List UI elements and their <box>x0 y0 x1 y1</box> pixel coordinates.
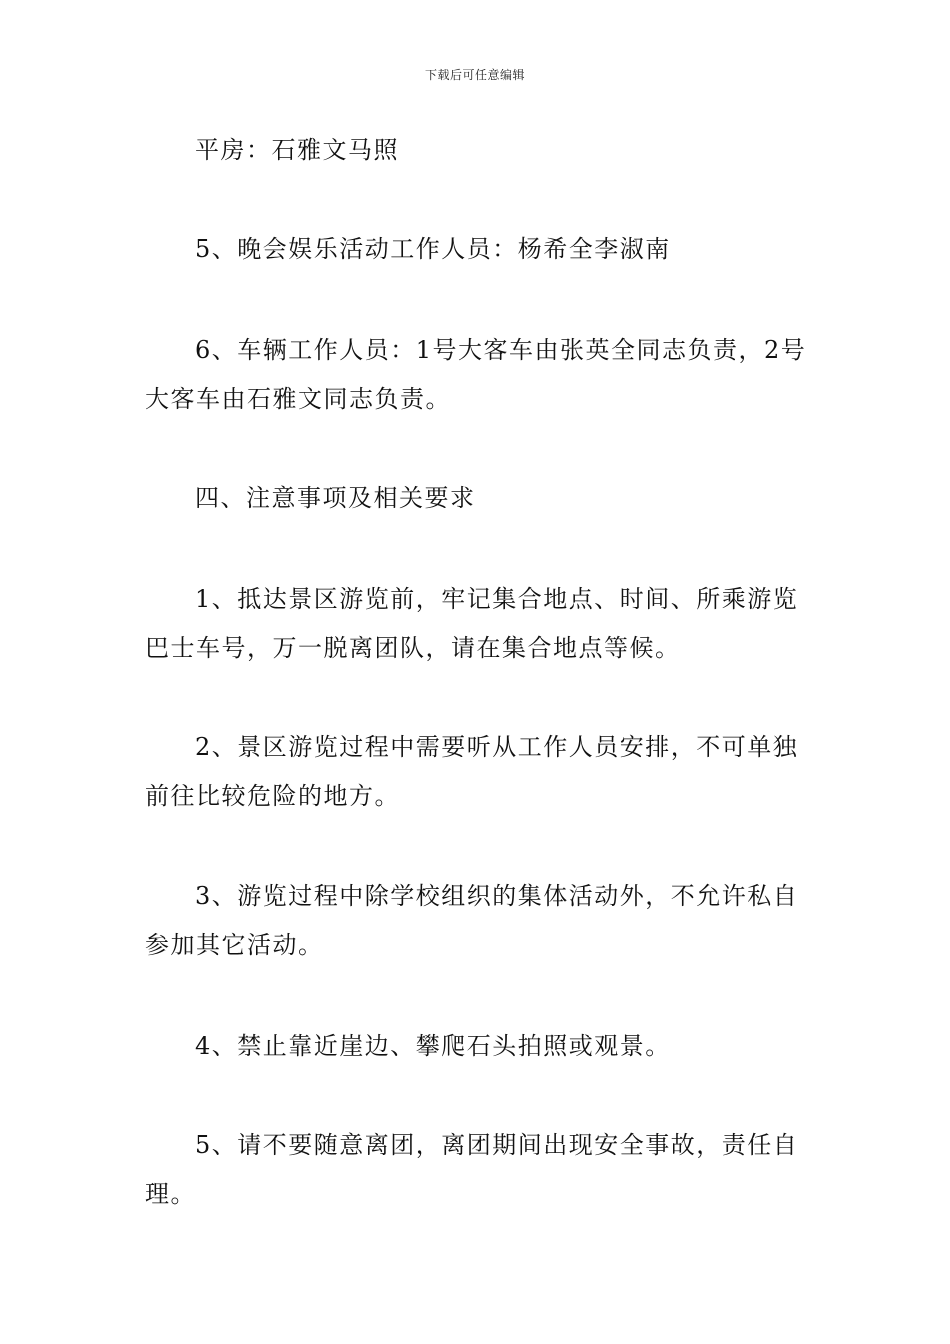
header-note: 下载后可任意编辑 <box>424 68 525 82</box>
paragraph-text: 6、车辆工作人员：1号大客车由张英全同志负责，2号大客车由石雅文同志负责。 <box>145 336 807 413</box>
paragraph-text: 4、禁止靠近崖边、攀爬石头拍照或观景。 <box>195 1032 671 1060</box>
paragraph-vehicle-staff <box>145 326 807 424</box>
paragraph-text: 3、游览过程中除学校组织的集体活动外，不允许私自参加其它活动。 <box>145 882 799 959</box>
paragraph-dorm-assignment <box>145 126 807 175</box>
paragraph-text: 5、请不要随意离团，离团期间出现安全事故，责任自理。 <box>145 1131 799 1208</box>
paragraph-rule-3 <box>145 872 807 970</box>
paragraph-rule-4 <box>145 1022 807 1071</box>
section-heading-text: 四、注意事项及相关要求 <box>195 484 476 512</box>
paragraph-rule-2 <box>145 723 807 821</box>
paragraph-text: 1、抵达景区游览前，牢记集合地点、时间、所乘游览巴士车号，万一脱离团队，请在集合地点等候。 <box>145 585 799 662</box>
paragraph-text: 2、景区游览过程中需要听从工作人员安排，不可单独前往比较危险的地方。 <box>145 733 799 810</box>
paragraph-rule-5 <box>145 1121 807 1219</box>
paragraph-rule-1 <box>145 575 807 673</box>
paragraph-evening-staff <box>145 225 807 274</box>
paragraph-text: 5、晚会娱乐活动工作人员：杨希全李淑南 <box>195 235 671 263</box>
paragraph-text: 平房：石雅文马照 <box>195 136 399 164</box>
section-heading-notes <box>145 474 807 523</box>
